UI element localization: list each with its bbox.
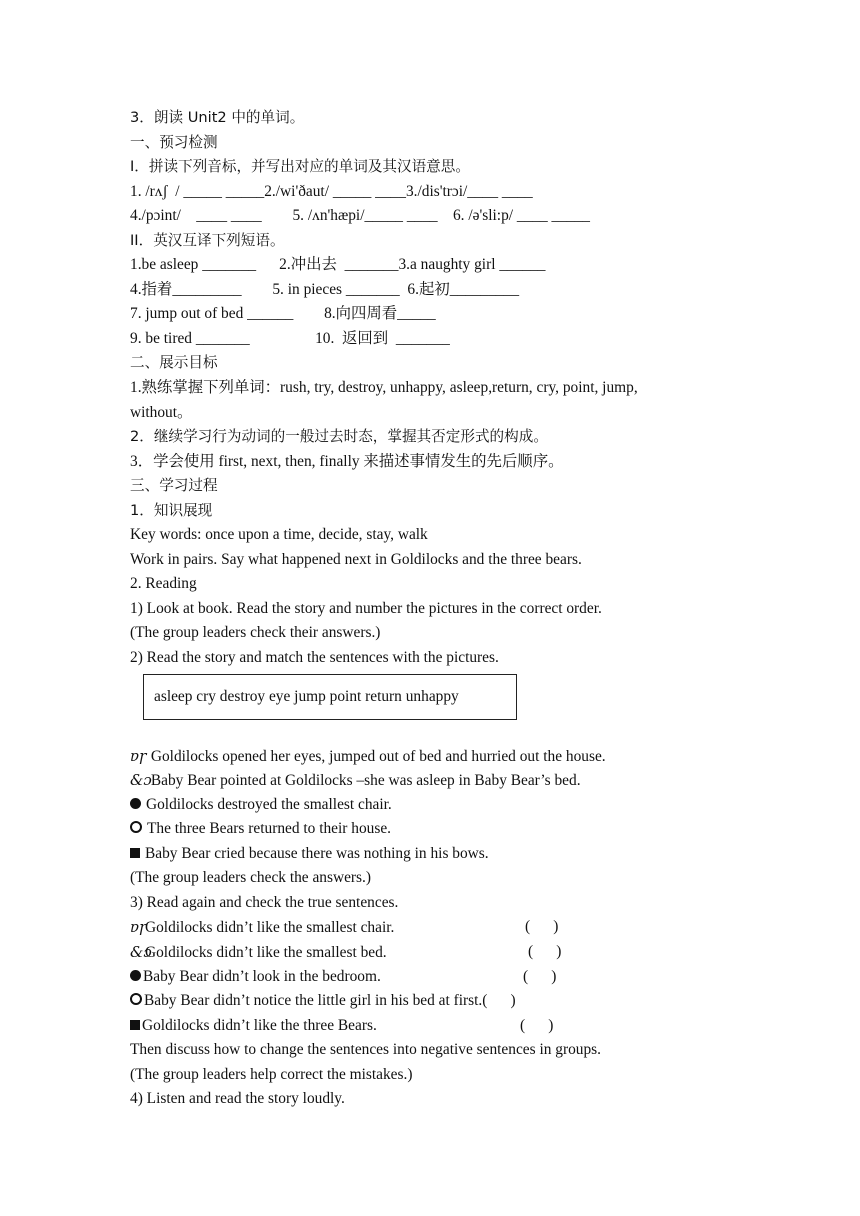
filled-square-icon [130, 848, 140, 858]
doc-line: I．拼读下列音标，并写出对应的单词及其汉语意思。 [130, 158, 470, 176]
section-heading: 一、预习检测 [130, 133, 218, 151]
doc-line: Key words: once upon a time, decide, stay, walk [130, 526, 428, 544]
true-false-item [130, 965, 750, 990]
doc-line: 1) Look at book. Read the story and number the pictures in the correct order. [130, 599, 602, 617]
true-false-item [130, 940, 750, 965]
section-heading: 三、学习过程 [130, 477, 218, 495]
match-sentence-text: The three Bears returned to their house. [147, 820, 392, 838]
doc-line: (The group leaders check their answers.) [130, 624, 381, 642]
match-sentence-text: Goldilocks opened her eyes, jumped out of bed and hurried out the house. [150, 747, 606, 765]
phrase-line: 7. jump out of bed ______ 8.向四周看_____ [130, 305, 436, 323]
match-sentence [130, 842, 750, 867]
ring-icon [130, 821, 142, 833]
ring-icon [130, 993, 142, 1005]
doc-line: 2. Reading [130, 575, 197, 593]
answer-blank[interactable]: ( ) [523, 967, 557, 985]
true-false-text: Goldilocks didn’t like the three Bears. [142, 1016, 377, 1034]
true-false-item [130, 1014, 750, 1039]
doc-line: without。 [130, 403, 193, 421]
true-false-text: Baby Bear didn’t look in the bedroom. [143, 967, 381, 985]
match-sentence [130, 817, 750, 842]
match-sentence-text: Baby Bear cried because there was nothing in his bows. [145, 844, 489, 862]
doc-line: Then discuss how to change the sentences into negative sentences in groups. [130, 1041, 601, 1059]
answer-blank[interactable]: ( ) [528, 942, 562, 960]
phonetic-line: 1. /rʌʃ / _____ _____2./wi'ðaut/ _____ ____3./dis'trɔi/____ ____ [130, 182, 533, 200]
doc-line: (The group leaders help correct the mistakes.) [130, 1065, 413, 1083]
script-marker-icon: &ɔ [130, 942, 152, 961]
answer-blank[interactable]: ( ) [482, 992, 516, 1010]
doc-line: II．英汉互译下列短语。 [130, 231, 285, 249]
doc-line: Work in pairs. Say what happened next in Goldilocks and the three bears. [130, 550, 582, 568]
answer-blank[interactable]: ( ) [525, 918, 559, 936]
phrase-line: 9. be tired _______ 10. 返回到 _______ [130, 329, 450, 347]
true-false-text: Baby Bear didn’t notice the little girl in his bed at first. [144, 992, 483, 1010]
match-sentence-text: Goldilocks destroyed the smallest chair. [146, 795, 392, 813]
word-box-wrapper [130, 674, 750, 744]
filled-circle-icon [130, 970, 141, 981]
filled-circle-icon [130, 798, 141, 809]
doc-line: 3．学会使用 first, next, then, finally 来描述事情发生的先后顺序。 [130, 452, 564, 470]
match-sentence-text: Baby Bear pointed at Goldilocks –she was asleep in Baby Bear’s bed. [150, 772, 581, 790]
true-false-item [130, 915, 750, 940]
filled-square-icon [130, 1020, 140, 1030]
doc-line: 2．继续学习行为动词的一般过去时态，掌握其否定形式的构成。 [130, 428, 548, 446]
section-heading: 二、展示目标 [130, 354, 218, 372]
phrase-line: 4.指着_________ 5. in pieces _______ 6.起初_________ [130, 280, 520, 298]
script-marker-icon: ɐɼ [130, 746, 147, 765]
doc-line: 2) Read the story and match the sentences with the pictures. [130, 649, 499, 667]
script-marker-icon: &ɔ [130, 771, 152, 790]
match-sentence [130, 744, 750, 769]
doc-line: 1.熟练掌握下列单词：rush, try, destroy, unhappy, asleep,return, cry, point, jump, [130, 379, 638, 397]
phrase-line: 1.be asleep _______ 2.冲出去 _______3.a naughty girl ______ [130, 256, 546, 274]
doc-line: 1．知识展现 [130, 501, 213, 519]
doc-line: 3) Read again and check the true sentences. [130, 893, 399, 911]
doc-line: 3．朗读 Unit2 中的单词。 [130, 109, 305, 126]
match-sentence [130, 793, 750, 818]
true-false-item [130, 989, 750, 1014]
doc-line: 4) Listen and read the story loudly. [130, 1090, 345, 1108]
true-false-text: Goldilocks didn’t like the smallest chair. [145, 919, 395, 937]
true-false-text: Goldilocks didn’t like the smallest bed. [145, 943, 387, 961]
match-sentence [130, 768, 750, 793]
doc-line: (The group leaders check the answers.) [130, 869, 372, 887]
word-box: asleep cry destroy eye jump point return unhappy [143, 674, 517, 720]
answer-blank[interactable]: ( ) [520, 1016, 554, 1034]
script-marker-icon: ɐɼ [130, 918, 147, 937]
phonetic-line: 4./pɔint/ ____ ____ 5. /ʌn'hæpi/_____ ____ 6. /ə'sli:p/ ____ _____ [130, 207, 590, 225]
document-page [130, 106, 750, 1112]
